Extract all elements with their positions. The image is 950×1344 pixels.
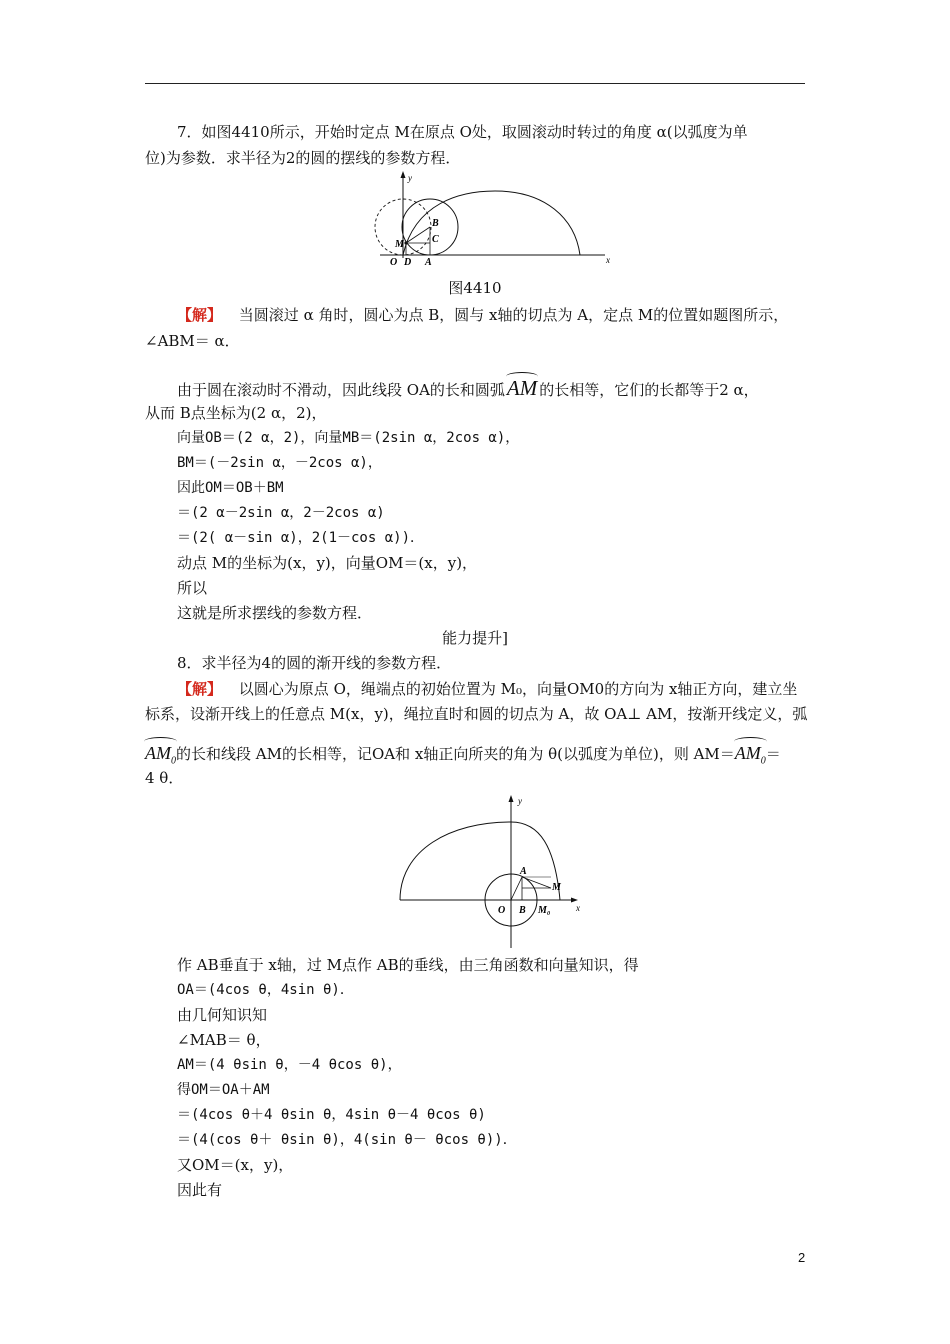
problem8-l6: 得OM＝OA＋AM [177,1082,270,1098]
problem8-l8: ＝(4(cos θ＋ θsin θ)，4(sin θ－ θcos θ))． [177,1132,517,1148]
problem7-vectors: 向量OB＝(2 α，2)，向量MB＝(2sin α，2cos α)， [177,430,520,446]
fig8-label-M0: M₀ [538,905,551,916]
problem7-solution-line1: 【解】 当圆滚过 α 角时，圆心为点 B，圆与 x轴的切点为 A，定点 M的位置如题图所示， [177,306,789,324]
header-rule [145,83,805,84]
problem7-line2: 位)为参数．求半径为2的圆的摆线的参数方程． [145,149,461,167]
problem7-so: 所以 [177,579,208,597]
problem7-bm: BM＝(－2sin α，－2cos α)， [177,455,382,471]
fig7-label-M: M [395,239,404,250]
problem8-solution-line1: 【解】 以圆心为原点 O，绳端点的初始位置为 M₀，向量OM0的方向为 x轴正方向，建立坐 [177,680,798,698]
fig8-label-B: B [519,905,526,916]
problem8-line1: 8．求半径为4的圆的渐开线的参数方程． [177,654,452,672]
problem7-dynamic-point: 动点 M的坐标为(x，y)，向量OM＝(x，y)， [177,554,478,572]
problem8-solution-line3: $AM_0$的长和线段 AM的长相等，记OA和 x轴正向所夹的角为 θ(以弧度为单位)，则 $AM=AM_0=$ [145,743,810,772]
fig8-label-y: y [518,796,522,806]
problem7-solution-line2: ∠ABM＝ α． [145,332,240,350]
fig7-label-D: D [404,257,412,268]
fig8-label-O: O [498,905,506,916]
page-number: 2 [798,1250,806,1265]
problem8-l10: 因此有 [177,1181,223,1199]
problem8-l1: 作 AB垂直于 x轴，过 M点作 AB的垂线，由三角函数和向量知识，得 [177,956,639,974]
arc-AM0-2: $AM_0$ [735,743,766,772]
arc-AM0: $AM_0$ [145,743,176,772]
problem7-arc-line: 由于圆在滚动时不滑动，因此线段 OA的长和圆弧AM 的长相等，它们的长都等于2 α， [177,376,759,400]
solution-tag: 【解】 [177,680,223,698]
solution-tag: 【解】 [177,306,223,324]
problem7-conclusion: 这就是所求摆线的参数方程． [177,604,373,622]
involute-figure [390,792,590,952]
problem7-om2: ＝(2 α－2sin α，2－2cos α) [177,505,385,521]
problem8-solution-line2: 标系，设渐开线上的任意点 M(x，y)，绳拉直时和圆的切点为 A，故 OA⊥ AM，按渐开线定义，弧 [145,705,808,723]
problem8-l2: OA＝(4cos θ，4sin θ)． [177,982,354,998]
fig7-label-B: B [432,218,439,229]
fig7-label-A: A [425,257,432,268]
problem8-solution-line4: 4 θ． [145,769,184,787]
section-title: 能力提升] [442,629,508,647]
problem7-b-coord: 从而 B点坐标为(2 α，2)， [145,404,327,422]
problem8-l5: AM＝(4 θsin θ，－4 θcos θ)， [177,1057,402,1073]
fig7-label-y: y [408,173,412,183]
problem8-l4: ∠MAB＝ θ， [177,1031,271,1049]
problem8-l3: 由几何知识知 [177,1006,268,1024]
figure-caption-4410: 图4410 [448,279,502,297]
fig8-label-M: M [552,882,561,893]
fig8-label-x: x [576,903,580,913]
fig7-label-C: C [432,234,439,245]
fig8-label-A: A [520,866,527,877]
problem8-l9: 又OM＝(x，y)， [177,1156,294,1174]
cycloid-figure [360,168,620,268]
problem7-line1: 7．如图4410所示，开始时定点 M在原点 O处，取圆滚动时转过的角度 α(以弧度为单 [177,123,748,141]
problem7-om: 因此OM＝OB＋BM [177,480,284,496]
arc-AM: AM [506,376,538,400]
problem8-l7: ＝(4cos θ＋4 θsin θ，4sin θ－4 θcos θ) [177,1107,486,1123]
problem7-om3: ＝(2( α－sin α)，2(1－cos α))． [177,530,425,546]
fig7-label-O: O [390,257,398,268]
fig7-label-x: x [606,255,610,265]
